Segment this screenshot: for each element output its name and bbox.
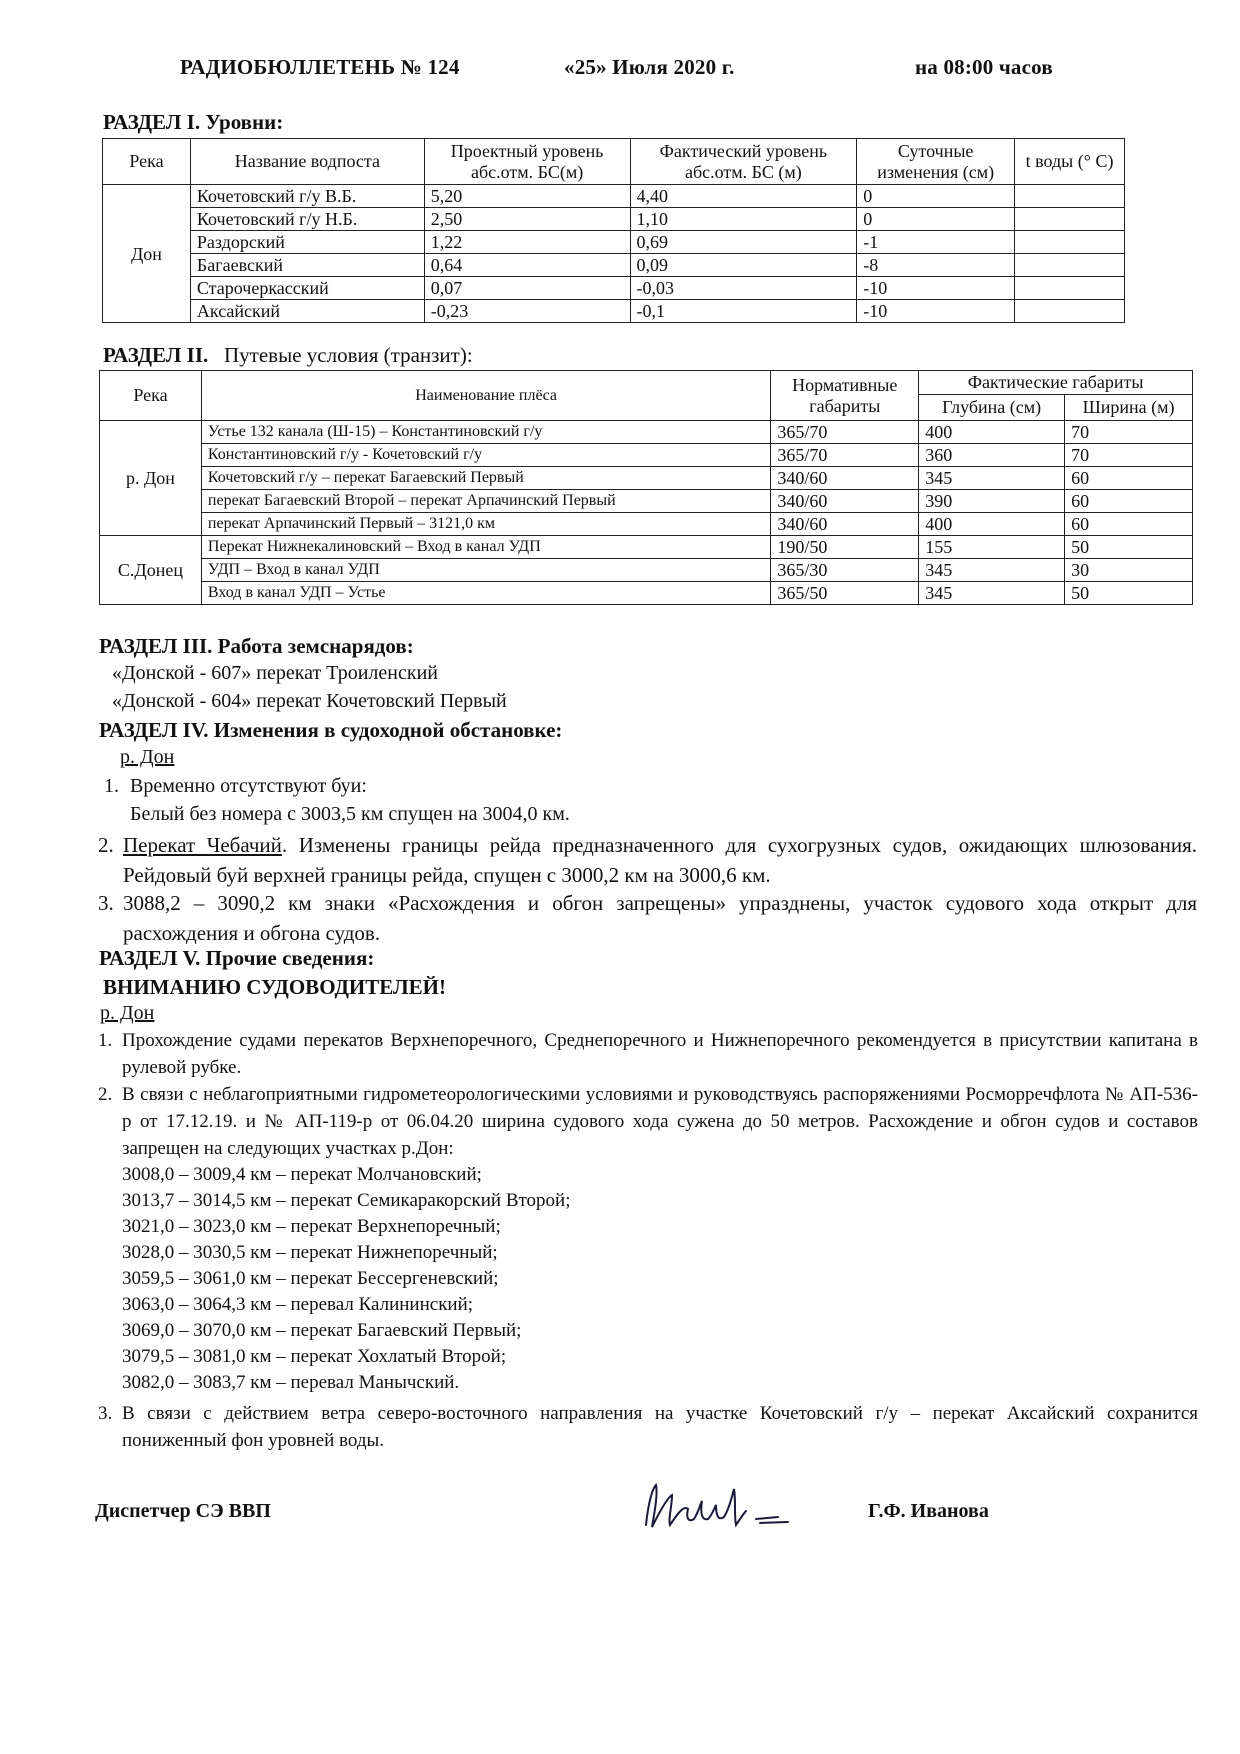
levels-row — [103, 185, 1125, 208]
transit-reach-cell: Перекат Нижнекалиновский – Вход в канал УДП — [201, 536, 770, 559]
levels-post-cell: Раздорский — [190, 231, 424, 254]
col-design-level: Проектный уровень абс.отм. БС(м) — [424, 139, 630, 185]
levels-design-cell: 0,64 — [424, 254, 630, 277]
section5-item-2: 2. В связи с неблагоприятными гидрометеорологическими условиями и руководствуясь распоряжениями Росморречфлота № АП-536-р от 17.12.19. и № АП-119-р от 06.04.20 ширина судового хода сужена до 50 метров. Расхождение и обгон судов и составов запрещен на следующих участках р.Дон: — [98, 1084, 1198, 1159]
col-depth: Глубина (см) — [919, 395, 1065, 421]
levels-design-cell: 1,22 — [424, 231, 630, 254]
levels-temp-cell — [1015, 231, 1125, 254]
levels-row — [103, 277, 1125, 300]
transit-width-cell: 60 — [1065, 490, 1193, 513]
transit-depth-cell: 360 — [919, 444, 1065, 467]
transit-norm-cell: 340/60 — [771, 490, 919, 513]
levels-temp-cell — [1015, 254, 1125, 277]
levels-temp-cell — [1015, 277, 1125, 300]
section4-item-2: 2. Перекат Чебачий. Изменены границы рейда предназначенного для сухогрузных судов, ожидающих шлюзования. Рейдовый буй верхней границы рейда, спущен с 3000,2 км на 3000,6 км. — [98, 833, 1197, 887]
river-cell: С.Донец — [100, 536, 202, 605]
transit-row — [100, 513, 1193, 536]
transit-norm-cell: 365/30 — [771, 559, 919, 582]
section4-item-3: 3. 3088,2 – 3090,2 км знаки «Расхождения и обгон запрещены» упразднены, участок судового хода открыт для расхождения и обгона судов. — [98, 891, 1197, 945]
levels-row — [103, 254, 1125, 277]
levels-table — [102, 138, 1125, 323]
restricted-range-item: 3013,7 – 3014,5 км – перекат Семикаракорский Второй; — [122, 1190, 571, 1211]
section1-title: РАЗДЕЛ I. Уровни: — [103, 110, 284, 134]
col-actual-level: Фактический уровень абс.отм. БС (м) — [630, 139, 857, 185]
transit-width-cell: 70 — [1065, 421, 1193, 444]
section2-subtitle: Путевые условия (транзит): — [224, 343, 473, 367]
transit-norm-cell: 340/60 — [771, 467, 919, 490]
transit-row — [100, 536, 1193, 559]
transit-depth-cell: 155 — [919, 536, 1065, 559]
levels-actual-cell: -0,03 — [630, 277, 857, 300]
river-cell: Дон — [103, 185, 191, 323]
levels-header-row — [103, 139, 1125, 185]
transit-row — [100, 490, 1193, 513]
levels-post-cell: Багаевский — [190, 254, 424, 277]
signatory-position: Диспетчер СЭ ВВП — [95, 1500, 271, 1522]
bulletin-date: «25» Июля 2020 г. — [564, 55, 735, 79]
section5-river: р. Дон — [100, 1002, 155, 1024]
restricted-range-item: 3028,0 – 3030,5 км – перекат Нижнепоречный; — [122, 1242, 498, 1263]
col-width: Ширина (м) — [1065, 395, 1193, 421]
col-post: Название водпоста — [190, 139, 424, 185]
transit-depth-cell: 345 — [919, 582, 1065, 605]
signature-image — [638, 1475, 798, 1535]
restricted-range-item: 3063,0 – 3064,3 км – перевал Калининский; — [122, 1294, 474, 1315]
section5-item-1: 1. Прохождение судами перекатов Верхнепоречного, Среднепоречного и Нижнепоречного рекомендуется в присутствии капитана в рулевой рубке. — [98, 1030, 1198, 1078]
restricted-range-item: 3008,0 – 3009,4 км – перекат Молчановский; — [122, 1164, 482, 1185]
levels-temp-cell — [1015, 185, 1125, 208]
transit-row — [100, 467, 1193, 490]
col-reach: Наименование плёса — [201, 371, 770, 421]
restricted-ranges-list — [122, 1162, 571, 1396]
levels-change-cell: -8 — [857, 254, 1015, 277]
levels-change-cell: -10 — [857, 300, 1015, 323]
levels-actual-cell: 4,40 — [630, 185, 857, 208]
transit-row — [100, 421, 1193, 444]
transit-width-cell: 60 — [1065, 467, 1193, 490]
transit-table — [99, 370, 1193, 605]
transit-norm-cell: 340/60 — [771, 513, 919, 536]
transit-depth-cell: 345 — [919, 559, 1065, 582]
levels-design-cell: 2,50 — [424, 208, 630, 231]
transit-depth-cell: 345 — [919, 467, 1065, 490]
transit-depth-cell: 400 — [919, 513, 1065, 536]
transit-depth-cell: 400 — [919, 421, 1065, 444]
transit-reach-cell: Константиновский г/у - Кочетовский г/у — [201, 444, 770, 467]
col-river: Река — [100, 371, 202, 421]
levels-row — [103, 231, 1125, 254]
transit-norm-cell: 365/70 — [771, 444, 919, 467]
levels-temp-cell — [1015, 208, 1125, 231]
col-actual: Фактические габариты — [919, 371, 1193, 395]
levels-post-cell: Кочетовский г/у В.Б. — [190, 185, 424, 208]
levels-actual-cell: -0,1 — [630, 300, 857, 323]
section4-item-1: 1. Временно отсутствуют буи: Белый без номера с 3003,5 км спущен на 3004,0 км. — [104, 775, 570, 825]
levels-actual-cell: 1,10 — [630, 208, 857, 231]
section4-title: РАЗДЕЛ IV. Изменения в судоходной обстановке: — [99, 718, 563, 742]
levels-actual-cell: 0,69 — [630, 231, 857, 254]
transit-reach-cell: Кочетовский г/у – перекат Багаевский Первый — [201, 467, 770, 490]
dredger-line-1: «Донской - 607» перекат Троиленский — [112, 662, 438, 684]
restricted-range-item: 3079,5 – 3081,0 км – перекат Хохлатый Второй; — [122, 1346, 507, 1367]
transit-width-cell: 70 — [1065, 444, 1193, 467]
restricted-range-item: 3082,0 – 3083,7 км – перевал Манычский. — [122, 1372, 460, 1393]
levels-post-cell: Кочетовский г/у Н.Б. — [190, 208, 424, 231]
transit-depth-cell: 390 — [919, 490, 1065, 513]
transit-norm-cell: 365/70 — [771, 421, 919, 444]
transit-reach-cell: перекат Багаевский Второй – перекат Арпачинский Первый — [201, 490, 770, 513]
levels-row — [103, 208, 1125, 231]
transit-row — [100, 444, 1193, 467]
transit-reach-cell: Вход в канал УДП – Устье — [201, 582, 770, 605]
levels-post-cell: Старочеркасский — [190, 277, 424, 300]
section5-item-3: 3. В связи с действием ветра северо-восточного направления на участке Кочетовский г/у – перекат Аксайский сохранится пониженный фон уровней воды. — [98, 1403, 1198, 1451]
levels-change-cell: -10 — [857, 277, 1015, 300]
restricted-range-item: 3069,0 – 3070,0 км – перекат Багаевский Первый; — [122, 1320, 522, 1341]
restricted-range-item: 3021,0 – 3023,0 км – перекат Верхнепоречный; — [122, 1216, 501, 1237]
transit-width-cell: 60 — [1065, 513, 1193, 536]
col-river: Река — [103, 139, 191, 185]
section5-title: РАЗДЕЛ V. Прочие сведения: — [99, 946, 375, 970]
section2-heading — [103, 343, 473, 368]
transit-width-cell: 50 — [1065, 582, 1193, 605]
levels-design-cell: -0,23 — [424, 300, 630, 323]
transit-norm-cell: 365/50 — [771, 582, 919, 605]
signatory-name: Г.Ф. Иванова — [868, 1500, 989, 1522]
section2-title: РАЗДЕЛ II. — [103, 343, 209, 367]
transit-norm-cell: 190/50 — [771, 536, 919, 559]
transit-row — [100, 559, 1193, 582]
transit-row — [100, 582, 1193, 605]
dredger-line-2: «Донской - 604» перекат Кочетовский Первый — [112, 690, 507, 712]
transit-reach-cell: Устье 132 канала (Ш-15) – Константиновский г/у — [201, 421, 770, 444]
transit-width-cell: 50 — [1065, 536, 1193, 559]
levels-design-cell: 0,07 — [424, 277, 630, 300]
bulletin-number: РАДИОБЮЛЛЕТЕНЬ № 124 — [180, 55, 460, 79]
levels-row — [103, 300, 1125, 323]
levels-actual-cell: 0,09 — [630, 254, 857, 277]
section3-title: РАЗДЕЛ III. Работа земснарядов: — [99, 634, 414, 658]
transit-reach-cell: УДП – Вход в канал УДП — [201, 559, 770, 582]
col-water-temp: t воды (° C) — [1015, 139, 1125, 185]
transit-reach-cell: перекат Арпачинский Первый – 3121,0 км — [201, 513, 770, 536]
levels-design-cell: 5,20 — [424, 185, 630, 208]
attention-heading: ВНИМАНИЮ СУДОВОДИТЕЛЕЙ! — [103, 975, 446, 999]
levels-change-cell: 0 — [857, 185, 1015, 208]
col-norm: Нормативные габариты — [771, 371, 919, 421]
bulletin-time: на 08:00 часов — [915, 55, 1053, 79]
levels-post-cell: Аксайский — [190, 300, 424, 323]
section4-river: р. Дон — [120, 746, 175, 768]
transit-width-cell: 30 — [1065, 559, 1193, 582]
levels-change-cell: -1 — [857, 231, 1015, 254]
restricted-range-item: 3059,5 – 3061,0 км – перекат Бессергеневский; — [122, 1268, 499, 1289]
levels-change-cell: 0 — [857, 208, 1015, 231]
levels-temp-cell — [1015, 300, 1125, 323]
river-cell: р. Дон — [100, 421, 202, 536]
col-daily-change: Суточные изменения (см) — [857, 139, 1015, 185]
transit-header-row-1 — [100, 371, 1193, 395]
